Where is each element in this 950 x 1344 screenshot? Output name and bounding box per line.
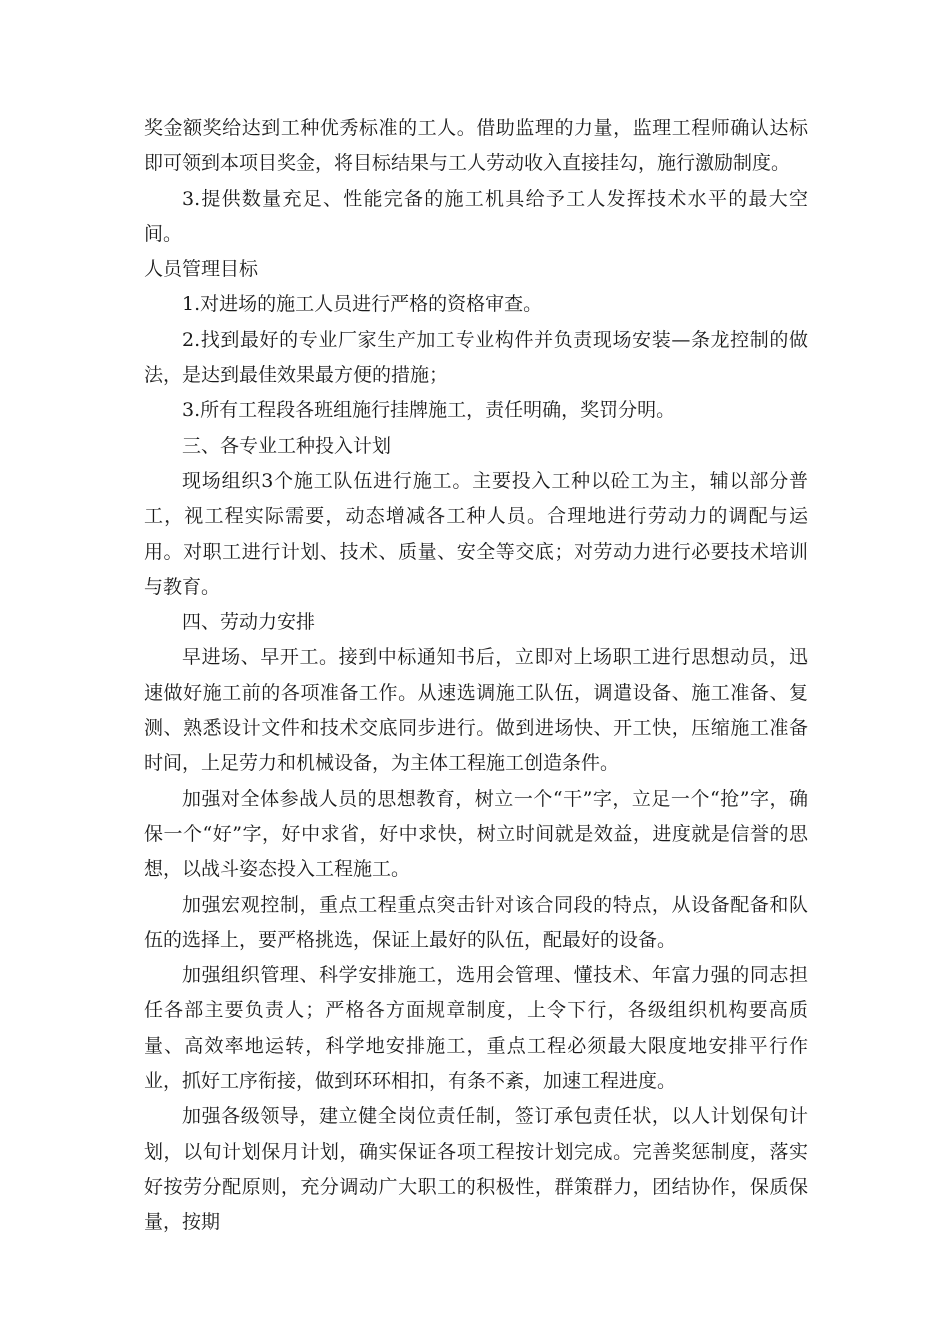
paragraph-personnel-item-1: 1.对进场的施工人员进行严格的资格审查。 bbox=[182, 293, 543, 316]
section-heading-labor-arrangement: 四、劳动力安排 bbox=[182, 611, 316, 634]
document-body bbox=[144, 111, 808, 1241]
section-heading-trade-plan: 三、各专业工种投入计划 bbox=[182, 434, 392, 457]
paragraph-personnel-item-3: 3.所有工程段各班组施行挂牌施工，责任明确，奖罚分明。 bbox=[182, 399, 676, 422]
paragraph-early-start: 早进场、早开工。接到中标通知书后，立即对上场职工进行思想动员，迅速做好施工前的各项准备工作。从速选调施工队伍，调遣设备、施工准备、复测、熟悉设计文件和技术交底同步进行。做到进场快、开工快，压缩施工准备时间，上足劳力和机械设备，为主体工程施工创造条件。 bbox=[144, 646, 808, 775]
paragraph-bonus-continuation: 奖金额奖给达到工种优秀标准的工人。借助监理的力量，监理工程师确认达标即可领到本项目奖金，将目标结果与工人劳动收入直接挂勾，施行激励制度。 bbox=[144, 117, 808, 175]
paragraph-equipment-item-3: 3.提供数量充足、性能完备的施工机具给予工人发挥技术水平的最大空间。 bbox=[144, 187, 808, 245]
paragraph-trade-plan: 现场组织3个施工队伍进行施工。主要投入工种以砼工为主，辅以部分普工，视工程实际需要，动态增减各工种人员。合理地进行劳动力的调配与运用。对职工进行计划、技术、质量、安全等交底；对劳动力进行必要技术培训与教育。 bbox=[144, 469, 808, 598]
section-heading-personnel-goals: 人员管理目标 bbox=[144, 258, 259, 281]
paragraph-macro-control: 加强宏观控制，重点工程重点突击针对该合同段的特点，从设备配备和队伍的选择上，要严格挑选，保证上最好的队伍，配最好的设备。 bbox=[144, 893, 808, 951]
paragraph-organization-management: 加强组织管理、科学安排施工，选用会管理、懂技术、年富力强的同志担任各部主要负责人；严格各方面规章制度，上令下行，各级组织机构要高质量、高效率地运转，科学地安排施工，重点工程必须最大限度地安排平行作业，抓好工序衔接，做到环环相扣，有条不紊，加速工程进度。 bbox=[144, 964, 808, 1093]
paragraph-leadership: 加强各级领导，建立健全岗位责任制，签订承包责任状，以人计划保旬计划，以旬计划保月计划，确实保证各项工程按计划完成。完善奖惩制度，落实好按劳分配原则，充分调动广大职工的积极性，群策群力，团结协作，保质保量，按期 bbox=[144, 1105, 808, 1234]
paragraph-ideological-education: 加强对全体参战人员的思想教育，树立一个“干”字，立足一个“抢”字，确保一个“好”字，好中求省，好中求快，树立时间就是效益，进度就是信誉的思想，以战斗姿态投入工程施工。 bbox=[144, 787, 808, 881]
paragraph-personnel-item-2: 2.找到最好的专业厂家生产加工专业构件并负责现场安装—条龙控制的做法，是达到最佳效果最方便的措施； bbox=[144, 328, 808, 387]
